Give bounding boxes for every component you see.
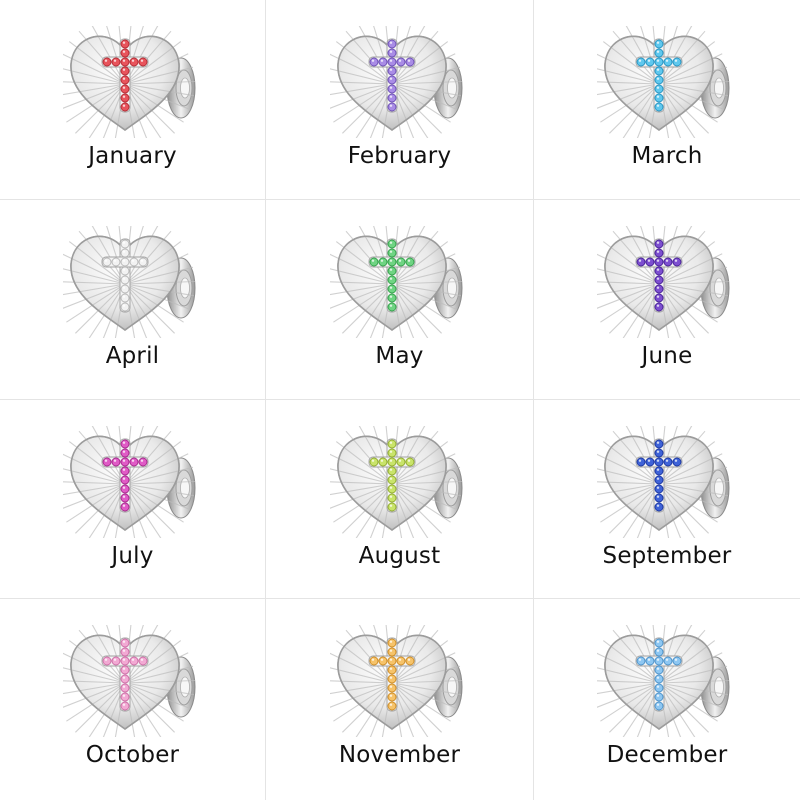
month-label: February [347,143,452,169]
heart-cross-charm-icon [63,226,213,338]
month-label: August [358,543,441,569]
month-label: July [111,543,154,569]
charm-cell-july [0,400,265,598]
heart-cross-charm-icon [597,625,747,737]
charm-cell-may [266,200,533,399]
heart-cross-charm-icon [63,426,213,538]
heart-cross-charm-icon [63,625,213,737]
heart-cross-charm-icon [330,426,480,538]
heart-cross-charm-icon [330,26,480,138]
charm-cell-june [534,200,800,399]
month-label: June [641,343,693,369]
heart-cross-charm-icon [597,26,747,138]
charm-cell-august [266,400,533,598]
charm-cell-january [0,0,265,199]
charm-cell-november [266,599,533,800]
charm-cell-february [266,0,533,199]
month-label: May [375,343,424,369]
month-label: September [602,543,732,569]
month-label: November [338,742,461,768]
month-label: October [85,742,180,768]
charm-cell-october [0,599,265,800]
heart-cross-charm-icon [63,26,213,138]
month-label: January [88,143,177,169]
heart-cross-charm-icon [330,226,480,338]
month-label: December [606,742,728,768]
charm-cell-september [534,400,800,598]
month-label: March [631,143,703,169]
heart-cross-charm-icon [597,426,747,538]
charm-cell-march [534,0,800,199]
charm-cell-april [0,200,265,399]
heart-cross-charm-icon [597,226,747,338]
heart-cross-charm-icon [330,625,480,737]
charm-cell-december [534,599,800,800]
month-label: April [105,343,160,369]
